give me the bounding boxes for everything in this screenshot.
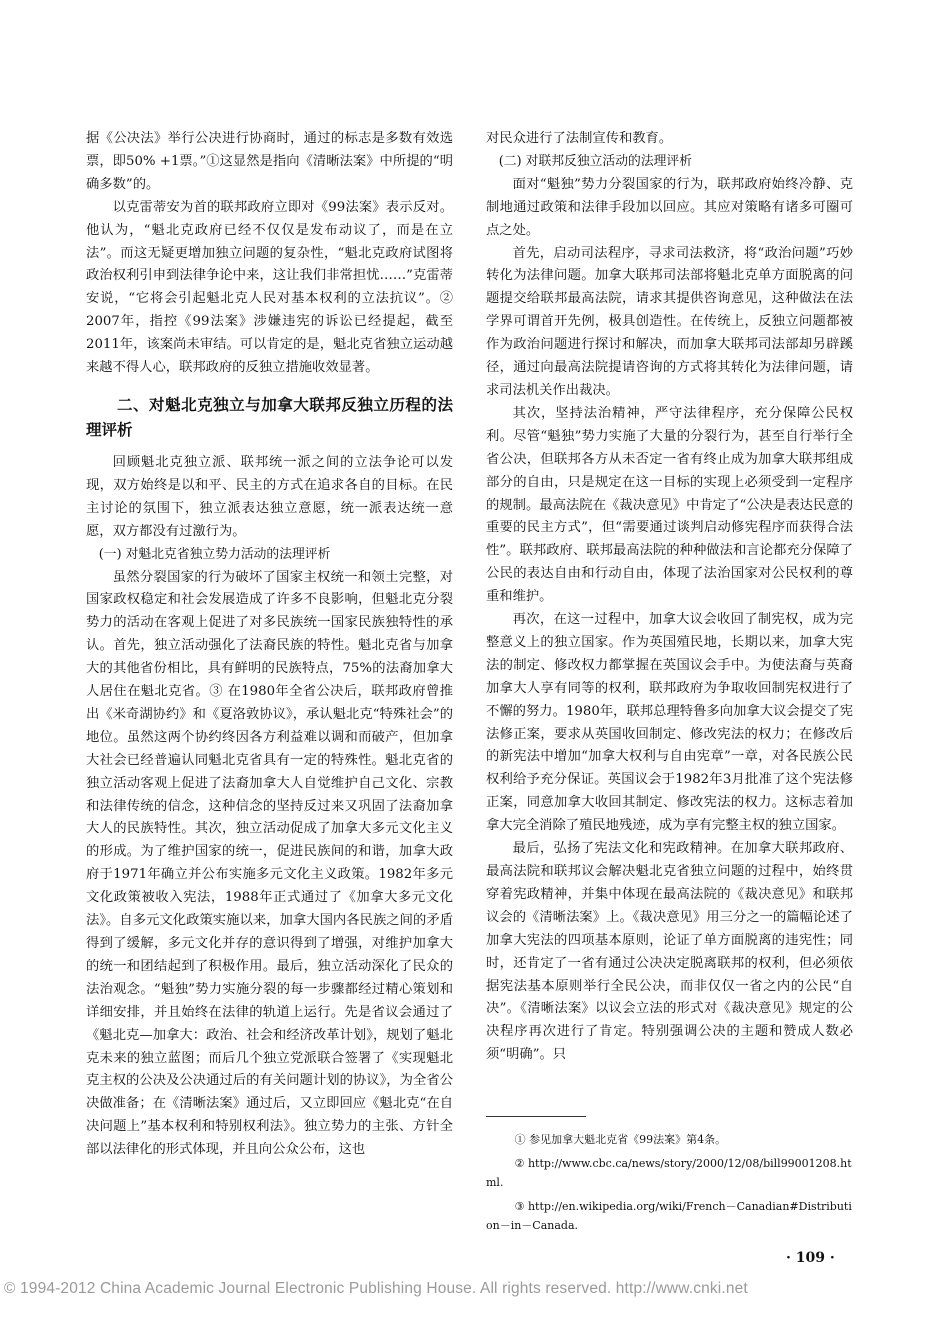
footnote-divider (486, 1116, 586, 1117)
footnote-link[interactable]: ③ http://en.wikipedia.org/wiki/French－Canadian#Distribution－in－Canada. (486, 1200, 852, 1232)
right-column (486, 128, 853, 1067)
footnote: ① 参见加拿大魁北克省《99法案》第4条。 (514, 1133, 727, 1146)
subsection-heading: (二) 对联邦反独立活动的法理评析 (498, 153, 693, 169)
footnote-link[interactable]: ② http://www.cbc.ca/news/story/2000/12/08/bill99001208.html. (486, 1157, 852, 1189)
left-column (86, 128, 453, 1162)
subsection-heading: (一) 对魁北克省独立势力活动的法理评析 (98, 546, 331, 562)
paragraph: 其次，坚持法治精神，严守法律程序，充分保障公民权利。尽管“魁独”势力实施了大量的分裂行为，甚至自行举行全省公决，但联邦各方从未否定一省有终止成为加拿大联邦组成部分的自由，只是规定在这一目标的实现上必须受到一定程序的规制。最高法院在《裁决意见》中肯定了“公决是表达民意的重要的民主方式”，但“需要通过谈判启动修宪程序而获得合法性”。联邦政府、联邦最高法院的种种做法和言论都充分保障了公民的表达自由和行动自由，体现了法治国家对公民权利的尊重和维护。 (486, 405, 853, 605)
paragraph: 首先，启动司法程序，寻求司法救济，将“政治问题”巧妙转化为法律问题。加拿大联邦司法部将魁北克单方面脱离的问题提交给联邦最高法院，请求其提供咨询意见，这种做法在法学界可谓首开先例，极具创造性。在传统上，反独立问题都被作为政治问题进行探讨和解决，而加拿大联邦司法部却另辟蹊径，通过向最高法院提请咨询的方式将其转化为法律问题，请求司法机关作出裁决。 (486, 245, 853, 398)
paragraph: 据《公决法》举行公决进行协商时，通过的标志是多数有效选票，即50% +1票。”①这显然是指向《清晰法案》中所提的“明确多数”的。 (86, 131, 453, 192)
paragraph: 面对“魁独”势力分裂国家的行为，联邦政府始终冷静、克制地通过政策和法律手段加以回应。其应对策略有诸多可圈可点之处。 (486, 176, 853, 238)
page-number: · 109 · (786, 1250, 835, 1266)
section-heading: 二、对魁北克独立与加拿大联邦反独立历程的法理评析 (86, 394, 453, 439)
paragraph: 回顾魁北克独立派、联邦统一派之间的立法争论可以发现，双方始终是以和平、民主的方式在追求各自的目标。在民主讨论的氛围下，独立派表达独立意愿，统一派表达统一意愿，双方都没有过激行为。 (86, 454, 453, 539)
copyright-watermark: © 1994-2012 China Academic Journal Electronic Publishing House. All rights reserved. http://www.cnki.net (4, 1280, 748, 1297)
footnotes (486, 1130, 853, 1240)
paragraph: 最后，弘扬了宪法文化和宪政精神。在加拿大联邦政府、最高法院和联邦议会解决魁北克省独立问题的过程中，始终贯穿着宪政精神，并集中体现在最高法院的《裁决意见》和联邦议会的《清晰法案》上。《裁决意见》用三分之一的篇幅论述了加拿大宪法的四项基本原则，论证了单方面脱离的违宪性；同时，还肯定了一省有通过公决决定脱离联邦的权利，但必须依据宪法基本原则举行全民公决，而非仅仅一省之内的公民“自决”。《清晰法案》以议会立法的形式对《裁决意见》规定的公决程序再次进行了肯定。特别强调公决的主题和赞成人数必须“明确”。只 (486, 841, 853, 1063)
paragraph: 虽然分裂国家的行为破坏了国家主权统一和领土完整，对国家政权稳定和社会发展造成了许多不良影响，但魁北克分裂势力的活动在客观上促进了对多民族统一国家民族独特性的承认。首先，独立活动强化了法裔民族的特性。魁北克省与加拿大的其他省份相比，具有鲜明的民族特点，75%的法裔加拿大人居住在魁北克省。③ 在1980年全省公决后，联邦政府曾推出《米奇湖协约》和《夏洛敦协议》，承认魁北克“特殊社会”的地位。虽然这两个协约终因各方利益难以调和而破产，但加拿大社会已经普遍认同魁北克省具有一定的特殊性。魁北克省的独立活动客观上促进了法裔加拿大人自觉维护自己文化、宗教和法律传统的信念，这种信念的坚持反过来又巩固了法裔加拿大人的民族特性。其次，独立活动促成了加拿大多元文化主义的形成。为了维护国家的统一，促进民族间的和谐，加拿大政府于1971年确立并公布实施多元文化主义政策。1982年多元文化政策被收入宪法，1988年正式通过了《加拿大多元文化法》。自多元文化政策实施以来，加拿大国内各民族之间的矛盾得到了缓解，多元文化并存的意识得到了增强，对维护加拿大的统一和团结起到了积极作用。最后，独立活动深化了民众的法治观念。“魁独”势力实施分裂的每一步骤都经过精心策划和详细安排，并且始终在法律的轨道上运行。先是省议会通过了《魁北克—加拿大：政治、社会和经济改革计划》，规划了魁北克未来的独立蓝图；而后几个独立党派联合签署了《实现魁北克主权的公决及公决通过后的有关问题计划的协议》，为全省公决做准备；在《清晰法案》通过后，又立即回应《魁北克“在自决问题上”基本权利和特别权利法》。独立势力的主张、方针全部以法律化的形式体现，并且向公众公布，这也 (86, 569, 453, 1158)
paragraph: 对民众进行了法制宣传和教育。 (486, 131, 673, 146)
paragraph: 以克雷蒂安为首的联邦政府立即对《99法案》表示反对。他认为，“魁北克政府已经不仅仅是发布动议了，而是在立法”。而这无疑更增加独立问题的复杂性，“魁北克政府试图将政治权利引申到法律争论中来，这让我们非常担忧……”克雷蒂安说，“它将会引起魁北克人民对基本权利的立法抗议”。② 2007年，指控《99法案》涉嫌违宪的诉讼已经提起，截至2011年，该案尚未审结。可以肯定的是，魁北克省独立运动越来越不得人心，联邦政府的反独立措施收效显著。 (86, 199, 453, 376)
paragraph: 再次，在这一过程中，加拿大议会收回了制宪权，成为完整意义上的独立国家。作为英国殖民地，长期以来，加拿大宪法的制定、修改权力都掌握在英国议会手中。为使法裔与英裔加拿大人享有同等的权利，联邦政府为争取收回制宪权进行了不懈的努力。1980年，联邦总理特鲁多向加拿大议会提交了宪法修正案，要求从英国收回制定、修改宪法的权力；在修改后的新宪法中增加“加拿大权利与自由宪章”一章，对各民族公民权利给予充分保证。英国议会于1982年3月批准了这个宪法修正案，同意加拿大收回其制定、修改宪法的权力。这标志着加拿大完全消除了殖民地残迹，成为享有完整主权的独立国家。 (486, 612, 853, 834)
